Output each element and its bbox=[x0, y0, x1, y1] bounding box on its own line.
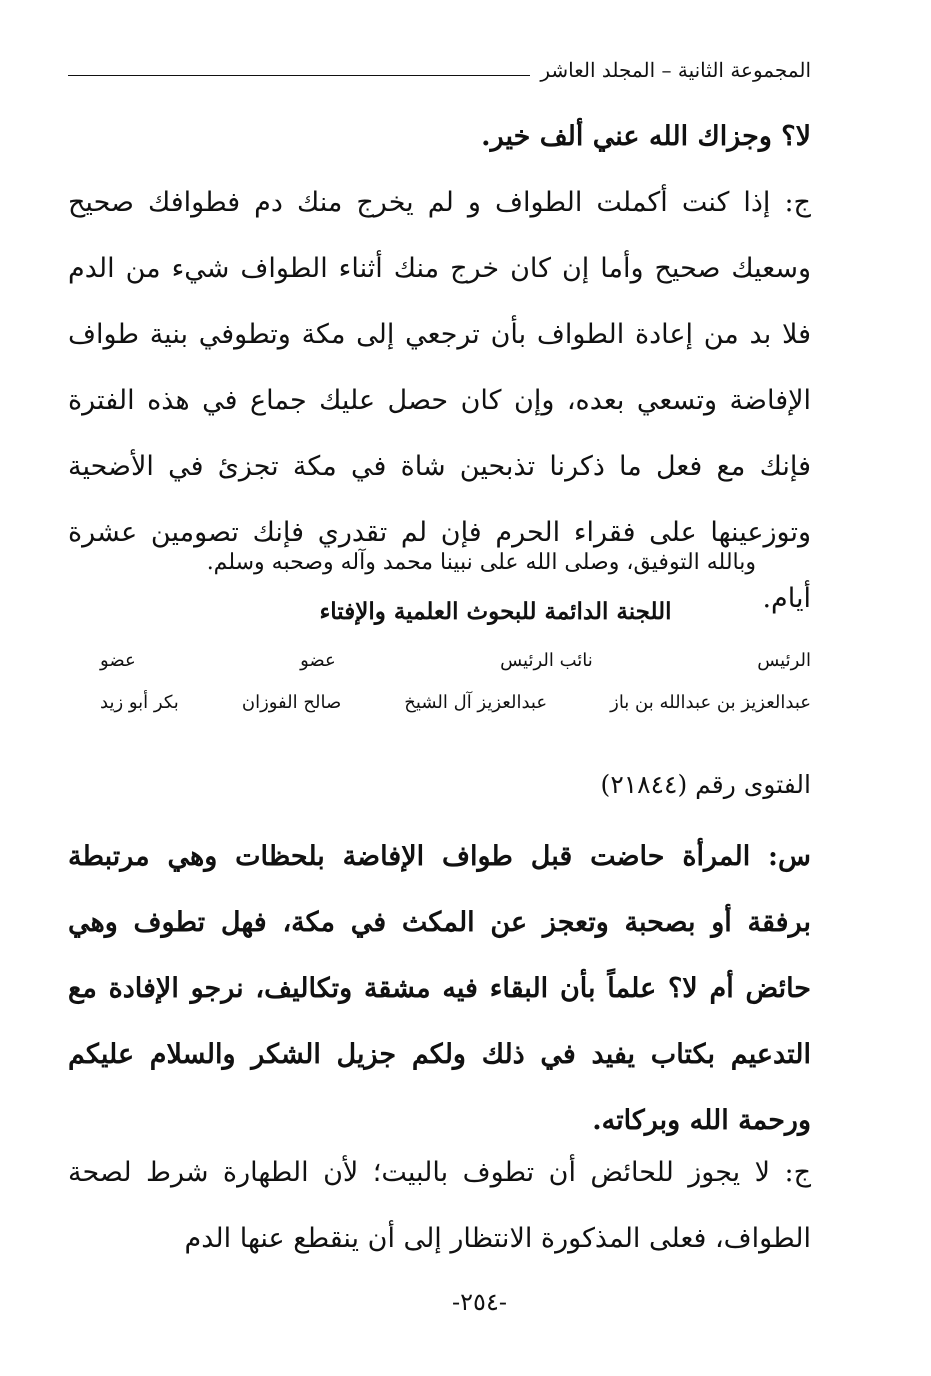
member-name-abu-zaid: بكر أبو زيد bbox=[100, 692, 179, 713]
closing-formula: وبالله التوفيق، وصلى الله على نبينا محمد وآله وصحبه وسلم. bbox=[206, 550, 756, 575]
role-president: الرئيس bbox=[757, 650, 811, 671]
header-title: المجموعة الثانية – المجلد العاشر bbox=[540, 58, 811, 82]
running-header bbox=[68, 58, 811, 82]
question-ending: لا؟ وجزاك الله عني ألف خير. bbox=[481, 121, 811, 152]
signature-names bbox=[100, 692, 811, 713]
question-paragraph: س: المرأة حاضت قبل طواف الإفاضة بلحظات وهي مرتبطة برفقة أو بصحبة وتعجز عن المكث في مكة، فهل تطوف وهي حائض أم لا؟ علماً بأن البقاء فيه مشقة وتكاليف، نرجو الإفادة مع التدعيم بكتاب يفيد في ذلك ولكم جزيل الشكر والسلام عليكم ورحمة الله وبركاته. bbox=[68, 841, 811, 1136]
answer-paragraph-2: ج: لا يجوز للحائض أن تطوف بالبيت؛ لأن الطهارة شرط لصحة الطواف، فعلى المذكورة الانتظار إلى أن ينقطع عنها الدم bbox=[68, 1157, 811, 1254]
page-number: -٢٥٤- bbox=[452, 1288, 507, 1316]
committee-name: اللجنة الدائمة للبحوث العلمية والإفتاء bbox=[319, 598, 672, 625]
member-name-al-sheikh: عبدالعزيز آل الشيخ bbox=[404, 692, 548, 713]
answer-paragraph-1: ج: إذا كنت أكملت الطواف و لم يخرج منك دم فطوافك صحيح وسعيك صحيح وأما إن كان خرج منك أثناء الطواف شيء من الدم فلا بد من إعادة الطواف بأن ترجعي إلى مكة وتطوفي بنية طواف الإفاضة وتسعي بعده، وإن كان حصل عليك جماع في هذه الفترة فإنك مع فعل ما ذكرنا تذبحين شاة في مكة تجزئ في الأضحية وتوزعينها على فقراء الحرم فإن لم تقدري فإنك تصومين عشرة أيام. bbox=[68, 187, 811, 614]
member-name-bin-baz: عبدالعزيز بن عبدالله بن باز bbox=[610, 692, 811, 713]
fatwa-number: الفتوى رقم (٢١٨٤٤) bbox=[600, 770, 811, 799]
role-vice-president: نائب الرئيس bbox=[500, 650, 593, 671]
role-member-2: عضو bbox=[100, 650, 136, 671]
member-name-al-fawzan: صالح الفوزان bbox=[241, 692, 342, 713]
role-member-1: عضو bbox=[300, 650, 336, 671]
signature-roles bbox=[100, 650, 811, 671]
header-rule bbox=[68, 75, 530, 76]
